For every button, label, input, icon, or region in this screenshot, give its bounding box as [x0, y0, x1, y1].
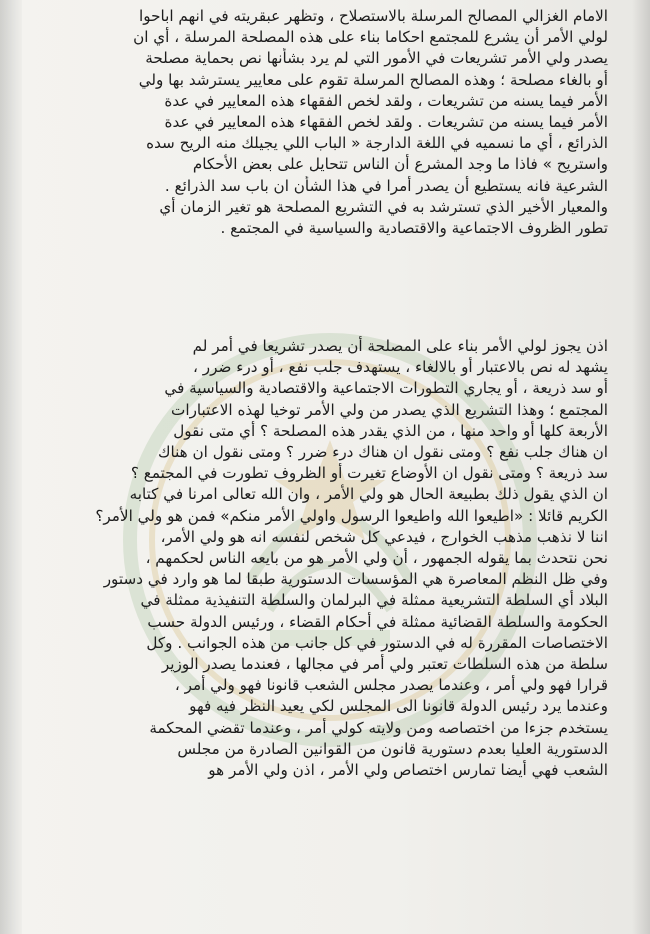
paragraph-2: [52, 336, 608, 781]
text-line: الشرعية فانه يستطيع أن يصدر أمرا في هذا الشأن ان باب سد الذرائع .: [164, 176, 608, 195]
text-line: ان هناك جلب نفع ؟ ومتى نقول ان هناك درء ضرر ؟ ومتى نقول ان هناك: [157, 443, 608, 462]
text-line: سد ذريعة ؟ ومتى نقول ان الأوضاع تغيرت أو الظروف تطورت في المجتمع ؟: [130, 464, 608, 483]
text-line: سلطة من هذه السلطات تعتبر ولي أمر في مجالها ، فعندما يصدر الوزير: [161, 655, 608, 674]
text-line: والمعيار الأخير الذي تسترشد به في التشريع المصلحة هو تغير الزمان أي: [159, 197, 608, 216]
text-line: الامام الغزالي المصالح المرسلة بالاستصلاح ، وتظهر عبقريته في انهم اباحوا: [139, 7, 608, 25]
text-line: المجتمع ؛ وهذا التشريع الذي يصدر من ولي الأمر توخيا لهذه الاعتبارات: [171, 400, 608, 419]
text-line: لولي الأمر أن يشرع للمجتمع احكاما بناء على هذه المصلحة المرسلة ، أي ان: [133, 28, 608, 47]
text-line: اذن يجوز لولي الأمر بناء على المصلحة أن يصدر تشريعا في أمر لم: [192, 337, 608, 355]
text-line: نحن نتحدث بما يقوله الجمهور ، أن ولي الأمر هو من بايعه الناس لحكمهم ،: [145, 549, 608, 568]
text-line: وعندما يرد رئيس الدولة قانونا الى المجلس لكي يعيد النظر فيه فهو: [189, 697, 608, 716]
text-line: البلاد أي السلطة التشريعية ممثلة في البرلمان والسلطة التنفيذية ممثلة في: [140, 591, 608, 610]
text-line: ان الذي يقول ذلك بطبيعة الحال هو ولي الأمر ، وان الله تعالى امرنا في كتابه: [129, 485, 608, 504]
text-line: الاختصاصات المقررة له في الدستور في كل جانب من هذه الجوانب . وكل: [146, 633, 608, 652]
text-line: الأمر فيما يسنه من تشريعات . ولقد لخص الفقهاء هذه المعايير في عدة: [164, 113, 608, 132]
text-line: يصدر ولي الأمر تشريعات في الأمور التي لم يرد بشأنها نص بحماية مصلحة: [145, 49, 608, 68]
page-edge-shadow: [632, 0, 650, 934]
text-line: الذرائع ، أي ما نسميه في اللغة الدارجة « الباب اللي يجيلك منه الريح سده: [146, 134, 608, 153]
text-line: تطور الظروف الاجتماعية والاقتصادية والسياسية في المجتمع .: [220, 219, 608, 238]
text-line: يشهد له نص بالاعتبار أو بالالغاء ، يستهدف جلب نفع ، أو درء ضرر ،: [193, 358, 608, 377]
text-line: الحكومة والسلطة القضائية ممثلة في أحكام القضاء ، ورئيس الدولة حسب: [147, 612, 608, 631]
text-line: واستريح » فاذا ما وجد المشرع أن الناس تتحايل على بعض الأحكام: [192, 155, 608, 174]
text-line: اننا لا نذهب مذهب الخوارج ، فيدعي كل شخص لنفسه انه هو ولي الأمر،: [160, 527, 608, 546]
text-line: الأربعة كلها أو واحد منها ، من الذي يقدر هذه المصلحة ؟ أي متى نقول: [173, 421, 608, 440]
text-line: وفي ظل النظم المعاصرة هي المؤسسات الدستورية طبقا لما هو وارد في دستور: [103, 570, 608, 589]
text-line: الكريم قائلا : «اطيعوا الله واطيعوا الرسول واولي الأمر منكم» فمن هو ولي الأمر؟: [95, 506, 608, 525]
text-line: أو بالغاء مصلحة ؛ وهذه المصالح المرسلة تقوم على معايير يسترشد بها ولي: [138, 70, 608, 89]
text-line: قرارا فهو ولي أمر ، وعندما يصدر مجلس الشعب قانونا فهو ولي أمر ،: [174, 676, 608, 695]
binding-edge: [0, 0, 22, 934]
text-line: الدستورية العليا بعدم دستورية قانون من القوانين الصادرة من مجلس: [177, 739, 608, 758]
paragraph-1: [52, 6, 608, 239]
text-line: أو سد ذريعة ، أو يجاري التطورات الاجتماعية والاقتصادية والسياسية في: [164, 379, 608, 398]
text-line: الشعب فهي أيضا تمارس اختصاص ولي الأمر ، اذن ولي الأمر هو: [208, 761, 608, 780]
text-line: الأمر فيما يسنه من تشريعات ، ولقد لخص الفقهاء هذه المعايير في عدة: [164, 91, 608, 110]
text-line: يستخدم جزءا من اختصاصه ومن ولايته كولي أمر ، وعندما تقضي المحكمة: [149, 718, 608, 737]
